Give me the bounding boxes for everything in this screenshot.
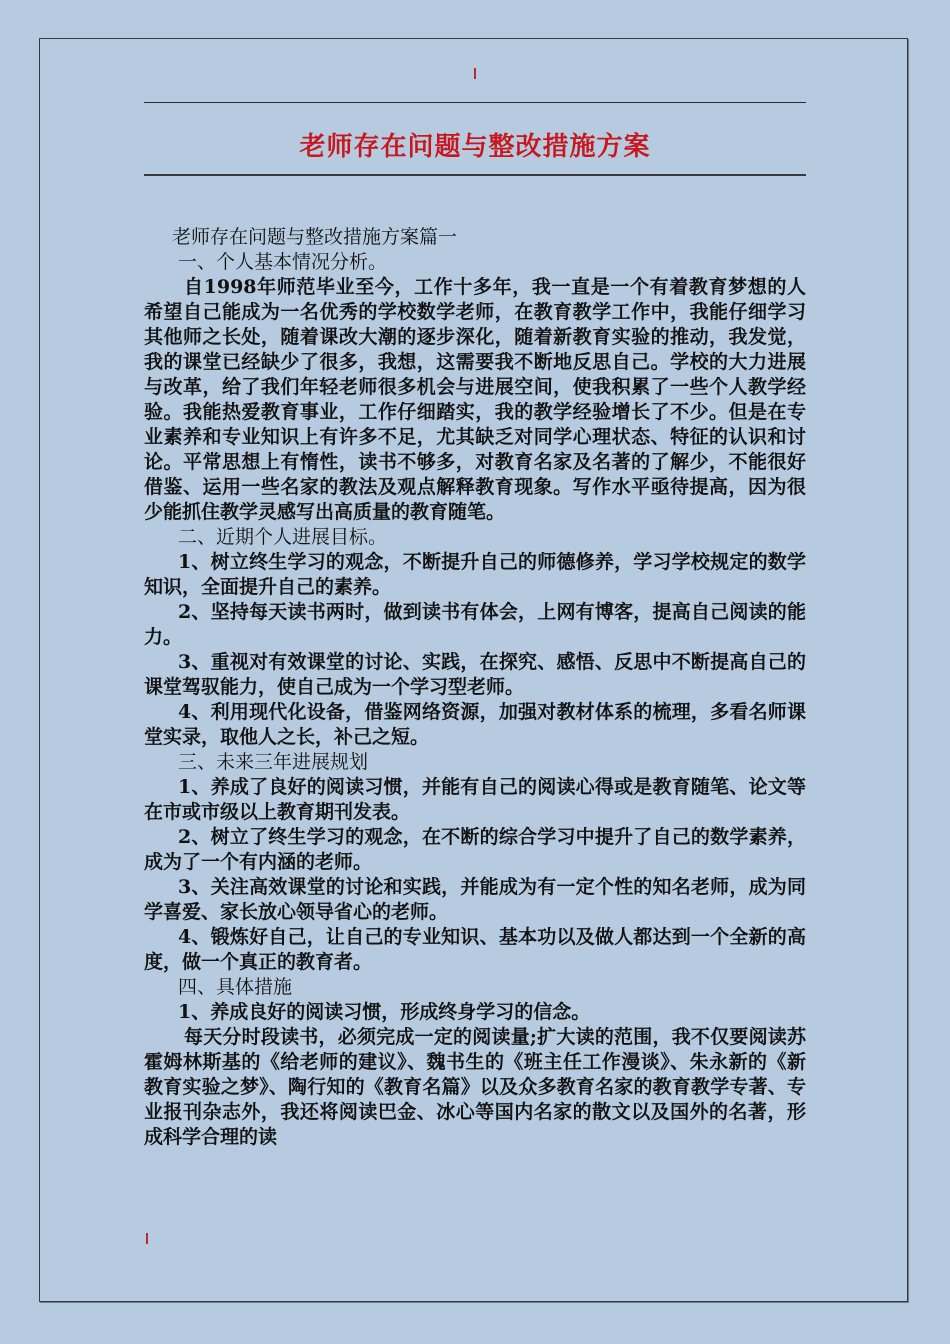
list-item: 1、养成良好的阅读习惯，形成终身学习的信念。 bbox=[178, 1001, 591, 1023]
section-heading: 老师存在问题与整改措施方案篇一 bbox=[172, 226, 458, 248]
list-item: 4、利用现代化设备，借鉴网络资源，加强对教材体系的梳理，多看名师课堂实录，取他人之长，补己之短。 bbox=[144, 701, 806, 748]
list-item: 2、树立了终生学习的观念，在不断的综合学习中提升了自己的数学素养，成为了一个有内涵的老师。 bbox=[144, 826, 806, 873]
footer-marker bbox=[146, 1233, 148, 1244]
subsection-heading: 四、具体措施 bbox=[178, 976, 293, 998]
document-title: 老师存在问题与整改措施方案 bbox=[299, 132, 651, 162]
list-item: 1、树立终生学习的观念，不断提升自己的师德修养，学习学校规定的数学知识，全面提升自己的素养。 bbox=[144, 551, 806, 598]
subsection-heading: 一、个人基本情况分析。 bbox=[178, 251, 388, 273]
subsection-heading: 三、未来三年进展规划 bbox=[178, 751, 369, 773]
header-rule bbox=[144, 102, 806, 103]
document-body bbox=[144, 225, 806, 1150]
body-paragraph: 自1998年师范毕业至今，工作十多年，我一直是一个有着教育梦想的人 希望自己能成为一名优秀的学校数学老师，在教育教学工作中，我能仔细学习其他师之长处，随着课改大潮的逐步深化，随着新教育实验的推动，我发觉，我的课堂已经缺少了很多，我想，这需要我不断地反思自己。学校的大力进展与改革，给了我们年轻老师很多机会与进展空间，使我积累了一些个人教学经验。我能热爱教育事业，工作仔细踏实，我的教学经验增长了不少。但是在专业素养和专业知识上有许多不足，尤其缺乏对同学心理状态、特征的认识和讨论。平常思想上有惰性，读书不够多，对教育名家及名著的了解少，不能很好借鉴、运用一些名家的教法及观点解释教育现象。写作水平亟待提高，因为很少能抓住教学灵感写出高质量的教育随笔。 bbox=[144, 276, 806, 523]
list-item: 1、养成了良好的阅读习惯，并能有自己的阅读心得或是教育随笔、论文等在市或市级以上教育期刊发表。 bbox=[144, 776, 806, 823]
list-item: 2、坚持每天读书两时，做到读书有体会，上网有博客，提高自己阅读的能力。 bbox=[144, 601, 806, 648]
title-underline bbox=[144, 174, 806, 176]
list-item: 3、关注高效课堂的讨论和实践，并能成为有一定个性的知名老师，成为同学喜爱、家长放心领导省心的老师。 bbox=[144, 876, 806, 923]
subsection-heading: 二、近期个人进展目标。 bbox=[178, 526, 388, 548]
header-marker bbox=[474, 68, 476, 79]
body-paragraph: 每天分时段读书，必须完成一定的阅读量;扩大读的范围，我不仅要阅读苏霍姆林斯基的《给老师的建议》、魏书生的《班主任工作漫谈》、朱永新的《新教育实验之梦》、陶行知的《教育名篇》以及众多教育名家的教育教学专著、专业报刊杂志外，我还将阅读巴金、冰心等国内名家的散文以及国外的名著，形成科学合理的读 bbox=[144, 1026, 806, 1148]
list-item: 4、锻炼好自己，让自己的专业知识、基本功以及做人都达到一个全新的高度，做一个真正的教育者。 bbox=[144, 926, 806, 973]
list-item: 3、重视对有效课堂的讨论、实践，在探究、感悟、反思中不断提高自己的课堂驾驭能力，使自己成为一个学习型老师。 bbox=[144, 651, 806, 698]
